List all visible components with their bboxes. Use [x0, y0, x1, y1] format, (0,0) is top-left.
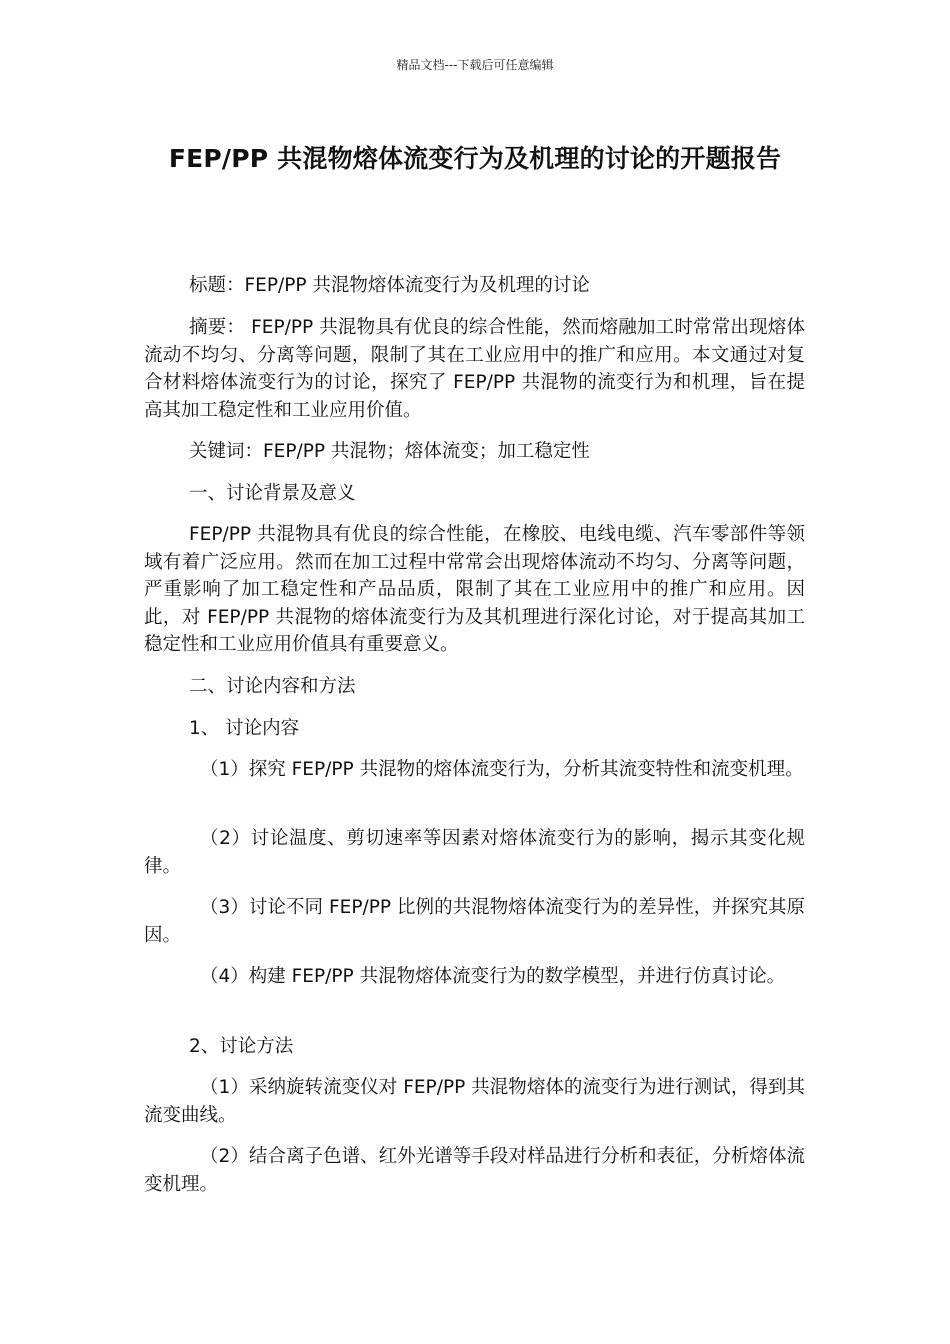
subheading-method: 2、讨论方法 [189, 1036, 294, 1057]
background-paragraph: FEP/PP 共混物具有优良的综合性能，在橡胶、电线电缆、汽车零部件等领域有着广泛应用。然而在加工过程中常常会出现熔体流动不均匀、分离等问题，严重影响了加工稳定性和产品品质，限制了其在工业应用中的推广和应用。因此，对 FEP/PP 共混物的熔体流变行为及其机理进行深化讨论，对于提高其加工稳定性和工业应用价值具有重要意义。 [144, 524, 805, 655]
abstract-paragraph: 摘要： FEP/PP 共混物具有优良的综合性能，然而熔融加工时常常出现熔体流动不均匀、分离等问题，限制了其在工业应用中的推广和应用。本文通过对复合材料熔体流变行为的讨论，探究了 FEP/PP 共混物的流变行为和机理，旨在提高其加工稳定性和工业应用价值。 [144, 317, 805, 421]
content-item-2: （2）讨论温度、剪切速率等因素对熔体流变行为的影响，揭示其变化规律。 [144, 828, 805, 877]
section-heading-content-method: 二、讨论内容和方法 [189, 676, 356, 697]
method-item-2: （2）结合离子色谱、红外光谱等手段对样品进行分析和表征，分析熔体流变机理。 [144, 1146, 805, 1195]
document-title: FEP/PP 共混物熔体流变行为及机理的讨论的开题报告 [168, 144, 782, 173]
content-item-1: （1）探究 FEP/PP 共混物的熔体流变行为，分析其流变特性和流变机理。 [200, 759, 804, 780]
content-item-4: （4）构建 FEP/PP 共混物熔体流变行为的数学模型，并进行仿真讨论。 [200, 966, 786, 987]
method-item-1: （1）采纳旋转流变仪对 FEP/PP 共混物熔体的流变行为进行测试，得到其流变曲线。 [144, 1077, 805, 1126]
subject-line: 标题：FEP/PP 共混物熔体流变行为及机理的讨论 [189, 275, 590, 296]
subheading-content: 1、 讨论内容 [189, 718, 300, 739]
header-note: 精品文档---下载后可任意编辑 [396, 58, 554, 72]
content-item-3: （3）讨论不同 FEP/PP 比例的共混物熔体流变行为的差异性，并探究其原因。 [144, 897, 805, 946]
section-heading-background: 一、讨论背景及意义 [189, 483, 356, 504]
keywords-line: 关键词：FEP/PP 共混物；熔体流变；加工稳定性 [189, 441, 590, 462]
